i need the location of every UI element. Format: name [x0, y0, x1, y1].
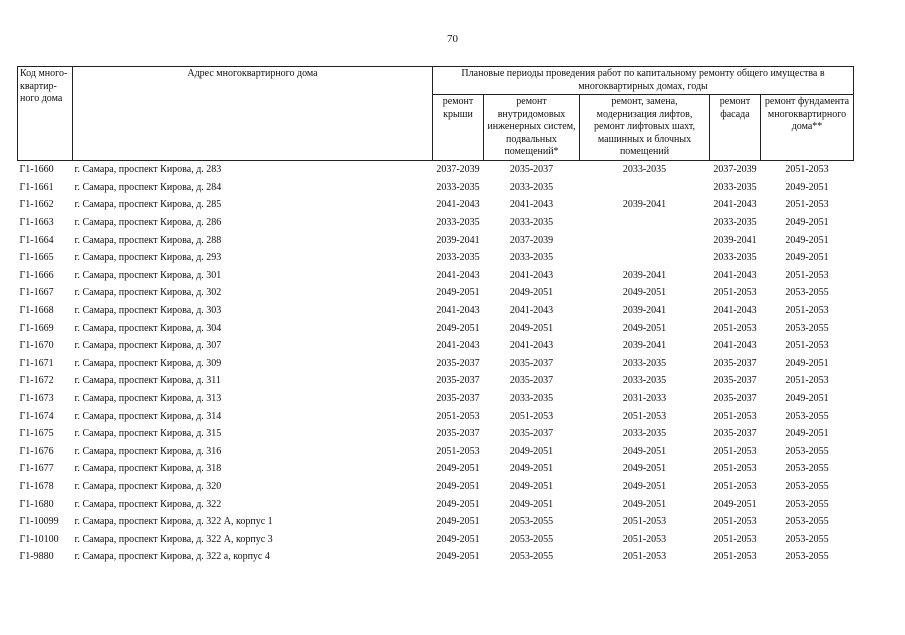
cell-facade: 2033-2035	[713, 181, 757, 193]
cell-roof: 2049-2051	[436, 551, 480, 563]
cell-engineering: 2041-2043	[509, 199, 554, 211]
cell-foundation: 2051-2053	[785, 305, 829, 317]
cell-facade: 2035-2037	[713, 393, 757, 405]
cell-engineering: 2041-2043	[509, 269, 554, 281]
cell-foundation: 2051-2053	[785, 199, 829, 211]
cell-lift	[580, 231, 710, 249]
cell-roof: 2049-2051	[436, 480, 480, 492]
cell-address: г. Самара, проспект Кирова, д. 313	[74, 393, 222, 405]
cell-engineering: 2053-2055	[509, 516, 554, 528]
cell-foundation: 2049-2051	[785, 428, 829, 440]
cell-roof: 2041-2043	[436, 305, 480, 317]
cell-foundation: 2051-2053	[761, 161, 854, 179]
header-facade: ремонт фасада	[710, 95, 761, 161]
cell-engineering: 2049-2051	[509, 463, 554, 475]
cell-code: Г1-1680	[19, 498, 54, 510]
cell-address: г. Самара, проспект Кирова, д. 318	[74, 463, 222, 475]
cell-address: г. Самара, проспект Кирова, д. 285	[74, 199, 222, 211]
cell-roof: 2049-2051	[436, 463, 480, 475]
cell-roof: 2049-2051	[436, 516, 480, 528]
cell-facade: 2037-2039	[710, 161, 761, 179]
cell-roof: 2035-2037	[436, 393, 480, 405]
cell-address: г. Самара, проспект Кирова, д. 322 а, корпус 4	[74, 551, 270, 563]
cell-roof: 2035-2037	[436, 428, 480, 440]
table-row	[18, 231, 854, 249]
cell-code: Г1-1677	[19, 463, 54, 475]
header-roof: ремонт крыши	[433, 95, 484, 161]
table-row	[18, 319, 854, 337]
cell-address: г. Самара, проспект Кирова, д. 309	[74, 357, 222, 369]
cell-foundation: 2053-2055	[785, 516, 829, 528]
header-engineering: ремонт внутридомовых инженерных систем, подвальных помещений*	[484, 95, 580, 161]
cell-code: Г1-1667	[19, 287, 54, 299]
cell-roof: 2035-2037	[436, 357, 480, 369]
header-code: Код много-квартир-ного дома	[18, 67, 73, 161]
table-row	[18, 478, 854, 496]
cell-engineering: 2033-2035	[509, 217, 554, 229]
cell-foundation: 2053-2055	[785, 498, 829, 510]
cell-address: г. Самара, проспект Кирова, д. 307	[74, 340, 222, 352]
cell-roof: 2033-2035	[436, 181, 480, 193]
cell-engineering: 2035-2037	[509, 357, 554, 369]
cell-facade: 2051-2053	[713, 516, 757, 528]
cell-engineering: 2041-2043	[509, 305, 554, 317]
cell-foundation: 2053-2055	[785, 480, 829, 492]
cell-engineering: 2051-2053	[509, 410, 554, 422]
cell-roof: 2051-2053	[436, 410, 480, 422]
cell-roof: 2039-2041	[436, 234, 480, 246]
cell-address: г. Самара, проспект Кирова, д. 316	[74, 445, 222, 457]
cell-foundation: 2049-2051	[785, 234, 829, 246]
cell-code: Г1-1666	[19, 269, 54, 281]
cell-address: г. Самара, проспект Кирова, д. 286	[74, 217, 222, 229]
cell-facade: 2051-2053	[713, 551, 757, 563]
cell-address: г. Самара, проспект Кирова, д. 315	[74, 428, 222, 440]
cell-code: Г1-1672	[19, 375, 54, 387]
cell-code: Г1-1670	[19, 340, 54, 352]
table-row	[18, 548, 854, 566]
capital-repair-table	[17, 66, 854, 566]
cell-code: Г1-1665	[19, 252, 54, 264]
cell-lift: 2051-2053	[622, 516, 667, 528]
cell-facade: 2051-2053	[713, 445, 757, 457]
cell-code: Г1-1674	[19, 410, 54, 422]
cell-code: Г1-1664	[19, 234, 54, 246]
cell-lift: 2039-2041	[622, 340, 667, 352]
table-row	[18, 407, 854, 425]
table-row	[18, 249, 854, 267]
cell-roof: 2037-2039	[433, 161, 484, 179]
cell-facade: 2041-2043	[713, 340, 757, 352]
cell-lift: 2033-2035	[622, 375, 667, 387]
header-lift: ремонт, замена, модернизация лифтов, ремонт лифтовых шахт, машинных и блочных помещений	[580, 95, 710, 161]
cell-address: г. Самара, проспект Кирова, д. 322 А, корпус 1	[74, 516, 273, 528]
cell-address: г. Самара, проспект Кирова, д. 303	[74, 305, 222, 317]
header-foundation: ремонт фундамента многоквартирного дома**	[761, 95, 854, 161]
cell-foundation: 2053-2055	[785, 322, 829, 334]
cell-lift	[580, 214, 710, 232]
cell-lift: 2033-2035	[622, 428, 667, 440]
cell-roof: 2049-2051	[436, 322, 480, 334]
cell-facade: 2033-2035	[713, 252, 757, 264]
cell-facade: 2039-2041	[713, 234, 757, 246]
cell-code: Г1-10099	[19, 516, 59, 528]
table-row	[18, 355, 854, 373]
cell-engineering: 2035-2037	[509, 375, 554, 387]
table-row	[18, 372, 854, 390]
page-number: 70	[447, 33, 458, 45]
cell-lift: 2031-2033	[622, 393, 667, 405]
cell-engineering: 2053-2055	[509, 533, 554, 545]
cell-roof: 2033-2035	[436, 252, 480, 264]
cell-foundation: 2053-2055	[785, 410, 829, 422]
header-periods: Плановые периоды проведения работ по капитальному ремонту общего имущества в многоквартирных домах, годы	[433, 67, 854, 95]
cell-foundation: 2049-2051	[785, 252, 829, 264]
cell-address: г. Самара, проспект Кирова, д. 322 А, корпус 3	[74, 533, 273, 545]
cell-facade: 2051-2053	[713, 410, 757, 422]
cell-facade: 2051-2053	[713, 287, 757, 299]
cell-facade: 2035-2037	[713, 375, 757, 387]
cell-lift	[580, 249, 710, 267]
table-row	[18, 284, 854, 302]
cell-roof: 2049-2051	[436, 498, 480, 510]
cell-code: Г1-1661	[19, 181, 54, 193]
cell-facade: 2051-2053	[713, 533, 757, 545]
cell-foundation: 2049-2051	[785, 181, 829, 193]
cell-roof: 2033-2035	[436, 217, 480, 229]
cell-foundation: 2053-2055	[785, 463, 829, 475]
cell-engineering: 2049-2051	[509, 445, 554, 457]
table-row	[18, 495, 854, 513]
cell-code: Г1-10100	[19, 533, 59, 545]
cell-roof: 2049-2051	[436, 287, 480, 299]
cell-foundation: 2051-2053	[785, 269, 829, 281]
cell-code: Г1-1675	[19, 428, 54, 440]
cell-foundation: 2053-2055	[785, 287, 829, 299]
cell-engineering: 2033-2035	[509, 252, 554, 264]
cell-roof: 2041-2043	[436, 269, 480, 281]
table-row	[18, 425, 854, 443]
cell-lift: 2051-2053	[622, 410, 667, 422]
cell-facade: 2035-2037	[713, 357, 757, 369]
cell-address: г. Самара, проспект Кирова, д. 288	[74, 234, 222, 246]
cell-engineering: 2041-2043	[509, 340, 554, 352]
cell-engineering: 2053-2055	[509, 551, 554, 563]
cell-lift: 2049-2051	[622, 463, 667, 475]
cell-address: г. Самара, проспект Кирова, д. 314	[74, 410, 222, 422]
cell-facade: 2051-2053	[713, 463, 757, 475]
cell-address: г. Самара, проспект Кирова, д. 304	[74, 322, 222, 334]
cell-roof: 2035-2037	[436, 375, 480, 387]
cell-roof: 2041-2043	[436, 199, 480, 211]
cell-lift: 2049-2051	[622, 498, 667, 510]
cell-address: г. Самара, проспект Кирова, д. 284	[74, 181, 222, 193]
header-address: Адрес многоквартирного дома	[73, 67, 433, 161]
cell-facade: 2041-2043	[713, 199, 757, 211]
cell-lift: 2049-2051	[622, 287, 667, 299]
cell-lift: 2051-2053	[622, 533, 667, 545]
table-row	[18, 443, 854, 461]
cell-facade: 2033-2035	[713, 217, 757, 229]
table-row	[18, 513, 854, 531]
cell-code: Г1-1663	[19, 217, 54, 229]
cell-lift: 2049-2051	[622, 480, 667, 492]
table-row	[18, 390, 854, 408]
table-row	[18, 196, 854, 214]
cell-engineering: 2035-2037	[509, 428, 554, 440]
cell-code: Г1-1676	[19, 445, 54, 457]
cell-lift: 2039-2041	[622, 305, 667, 317]
cell-foundation: 2051-2053	[785, 375, 829, 387]
cell-facade: 2049-2051	[713, 498, 757, 510]
cell-address: г. Самара, проспект Кирова, д. 283	[73, 161, 433, 179]
cell-lift: 2049-2051	[622, 445, 667, 457]
cell-code: Г1-1660	[18, 161, 73, 179]
cell-roof: 2049-2051	[436, 533, 480, 545]
cell-address: г. Самара, проспект Кирова, д. 311	[74, 375, 221, 387]
table-row	[18, 302, 854, 320]
table-row	[18, 337, 854, 355]
cell-foundation: 2051-2053	[785, 340, 829, 352]
cell-code: Г1-1673	[19, 393, 54, 405]
cell-lift: 2039-2041	[622, 269, 667, 281]
cell-foundation: 2053-2055	[785, 445, 829, 457]
cell-code: Г1-1668	[19, 305, 54, 317]
cell-facade: 2041-2043	[713, 269, 757, 281]
cell-foundation: 2049-2051	[785, 217, 829, 229]
cell-code: Г1-9880	[19, 551, 54, 563]
cell-facade: 2051-2053	[713, 322, 757, 334]
cell-code: Г1-1662	[19, 199, 54, 211]
cell-engineering: 2049-2051	[509, 322, 554, 334]
cell-engineering: 2033-2035	[509, 393, 554, 405]
cell-lift: 2039-2041	[622, 199, 667, 211]
table-body	[18, 161, 854, 566]
cell-engineering: 2035-2037	[484, 161, 580, 179]
cell-engineering: 2033-2035	[509, 181, 554, 193]
cell-foundation: 2049-2051	[785, 393, 829, 405]
cell-engineering: 2049-2051	[509, 287, 554, 299]
cell-address: г. Самара, проспект Кирова, д. 301	[74, 269, 222, 281]
table-row	[18, 161, 854, 179]
cell-address: г. Самара, проспект Кирова, д. 293	[74, 252, 222, 264]
cell-roof: 2041-2043	[436, 340, 480, 352]
cell-engineering: 2049-2051	[509, 498, 554, 510]
cell-lift	[580, 179, 710, 197]
cell-roof: 2051-2053	[436, 445, 480, 457]
cell-foundation: 2053-2055	[785, 533, 829, 545]
table-row	[18, 267, 854, 285]
table-row	[18, 460, 854, 478]
cell-engineering: 2049-2051	[509, 480, 554, 492]
cell-lift: 2051-2053	[622, 551, 667, 563]
table-row	[18, 179, 854, 197]
cell-engineering: 2037-2039	[509, 234, 554, 246]
cell-foundation: 2053-2055	[785, 551, 829, 563]
cell-facade: 2035-2037	[713, 428, 757, 440]
cell-code: Г1-1678	[19, 480, 54, 492]
cell-address: г. Самара, проспект Кирова, д. 320	[74, 480, 222, 492]
cell-facade: 2051-2053	[713, 480, 757, 492]
cell-foundation: 2049-2051	[785, 357, 829, 369]
cell-address: г. Самара, проспект Кирова, д. 322	[74, 498, 222, 510]
cell-lift: 2033-2035	[580, 161, 710, 179]
cell-code: Г1-1669	[19, 322, 54, 334]
cell-lift: 2033-2035	[622, 357, 667, 369]
table-row	[18, 530, 854, 548]
cell-lift: 2049-2051	[622, 322, 667, 334]
cell-address: г. Самара, проспект Кирова, д. 302	[74, 287, 222, 299]
table-row	[18, 214, 854, 232]
cell-code: Г1-1671	[19, 357, 54, 369]
cell-facade: 2041-2043	[713, 305, 757, 317]
